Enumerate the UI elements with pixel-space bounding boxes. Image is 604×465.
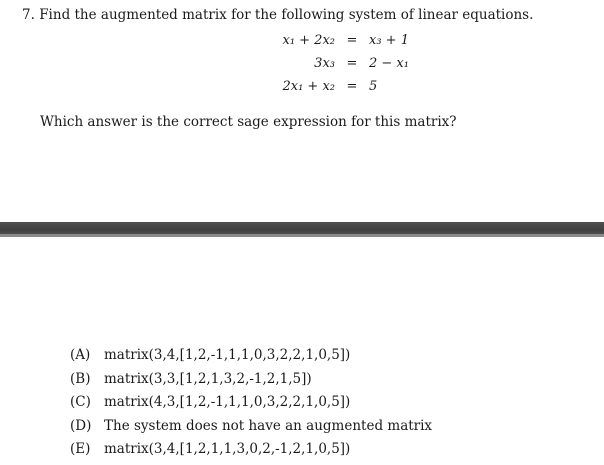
equation-lhs: 2x₁ + x₂ [282,79,335,94]
answer-option-c[interactable] [70,394,432,418]
answer-letter: (E) [70,441,91,457]
equation-lhs: x₁ + 2x₂ [282,33,335,48]
equation-lhs: 3x₃ [314,56,335,71]
equation-row [230,56,439,79]
section-divider [0,222,604,237]
answer-text: matrix(4,3,[1,2,-1,1,1,0,3,2,2,1,0,5]) [104,394,351,410]
question-text [22,7,533,23]
answer-prompt: Which answer is the correct sage expression for this matrix? [40,114,457,130]
answer-text: The system does not have an augmented matrix [104,417,433,434]
answer-text: matrix(3,3,[1,2,1,3,2,-1,2,1,5]) [104,370,312,387]
equation-rhs: 5 [369,79,378,94]
question-body: Find the augmented matrix for the following system of linear equations. [39,7,534,23]
answer-option-a[interactable] [70,347,432,371]
equation-rhs: x₃ + 1 [369,33,409,48]
answer-letter: (D) [70,417,92,434]
equation-row [230,33,439,56]
answer-option-e[interactable] [70,441,432,465]
answer-letter: (B) [70,370,91,387]
equals-sign: = [346,56,358,71]
equation-system [230,33,439,102]
answer-choices [70,347,432,465]
answer-option-d[interactable] [70,418,432,442]
question-number: 7. [22,7,35,23]
equals-sign: = [346,79,358,94]
answer-text: matrix(3,4,[1,2,-1,1,1,0,3,2,2,1,0,5]) [104,347,351,363]
answer-letter: (A) [70,347,91,363]
equation-rhs: 2 − x₁ [369,56,409,71]
equals-sign: = [346,33,358,48]
answer-letter: (C) [70,394,91,410]
equation-row [230,79,439,102]
answer-option-b[interactable] [70,371,432,395]
answer-text: matrix(3,4,[1,2,1,1,3,0,2,-1,2,1,0,5]) [104,441,351,457]
